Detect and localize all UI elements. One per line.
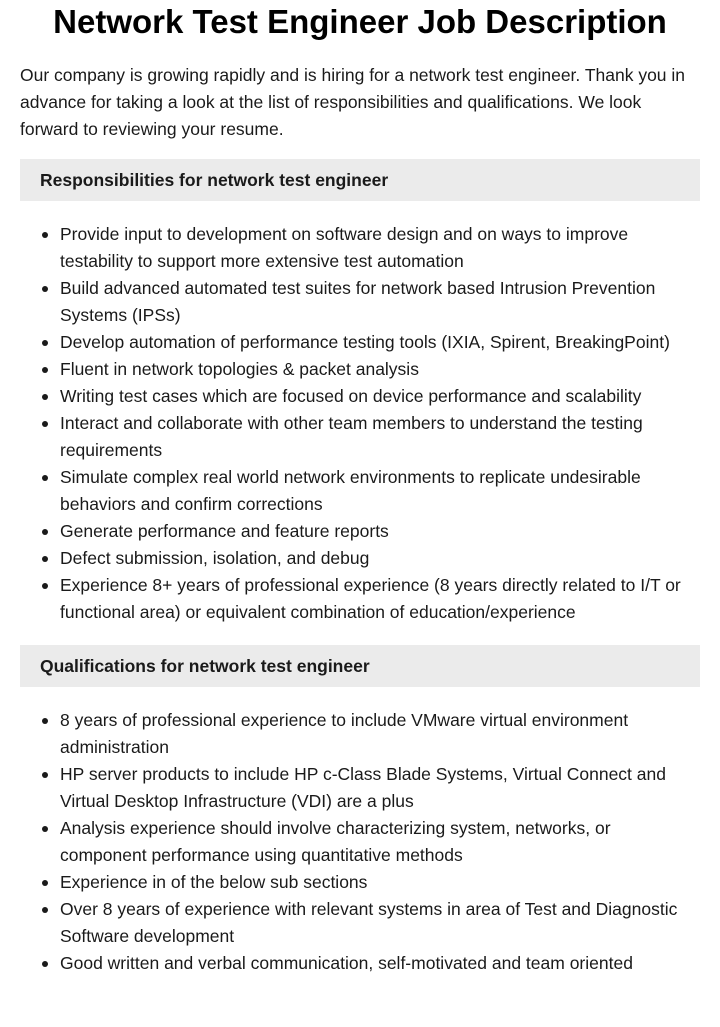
list-item: Simulate complex real world network environments to replicate undesirable behaviors and confirm corrections	[60, 464, 700, 518]
list-item: Over 8 years of experience with relevant systems in area of Test and Diagnostic Software development	[60, 896, 700, 950]
list-item: Experience in of the below sub sections	[60, 869, 700, 896]
responsibilities-list	[20, 221, 700, 626]
list-item: HP server products to include HP c-Class Blade Systems, Virtual Connect and Virtual Desktop Infrastructure (VDI) are a plus	[60, 761, 700, 815]
list-item: Defect submission, isolation, and debug	[60, 545, 700, 572]
list-item: Analysis experience should involve characterizing system, networks, or component performance using quantitative methods	[60, 815, 700, 869]
list-item: Writing test cases which are focused on device performance and scalability	[60, 383, 700, 410]
intro-paragraph: Our company is growing rapidly and is hiring for a network test engineer. Thank you in advance for taking a look at the list of responsibilities and qualifications. We look forward to reviewing your resume.	[20, 65, 686, 139]
qualifications-list	[20, 707, 700, 977]
page-title: Network Test Engineer Job Description	[53, 3, 667, 40]
list-item: 8 years of professional experience to include VMware virtual environment administration	[60, 707, 700, 761]
list-item: Generate performance and feature reports	[60, 518, 700, 545]
list-item: Build advanced automated test suites for network based Intrusion Prevention Systems (IPSs)	[60, 275, 700, 329]
responsibilities-heading: Responsibilities for network test engineer	[20, 159, 700, 201]
list-item: Develop automation of performance testing tools (IXIA, Spirent, BreakingPoint)	[60, 329, 700, 356]
list-item: Experience 8+ years of professional experience (8 years directly related to I/T or functional area) or equivalent combination of education/experience	[60, 572, 700, 626]
list-item: Fluent in network topologies & packet analysis	[60, 356, 700, 383]
list-item: Provide input to development on software design and on ways to improve testability to support more extensive test automation	[60, 221, 700, 275]
qualifications-heading: Qualifications for network test engineer	[20, 645, 700, 687]
list-item: Interact and collaborate with other team members to understand the testing requirements	[60, 410, 700, 464]
list-item: Good written and verbal communication, self-motivated and team oriented	[60, 950, 700, 977]
